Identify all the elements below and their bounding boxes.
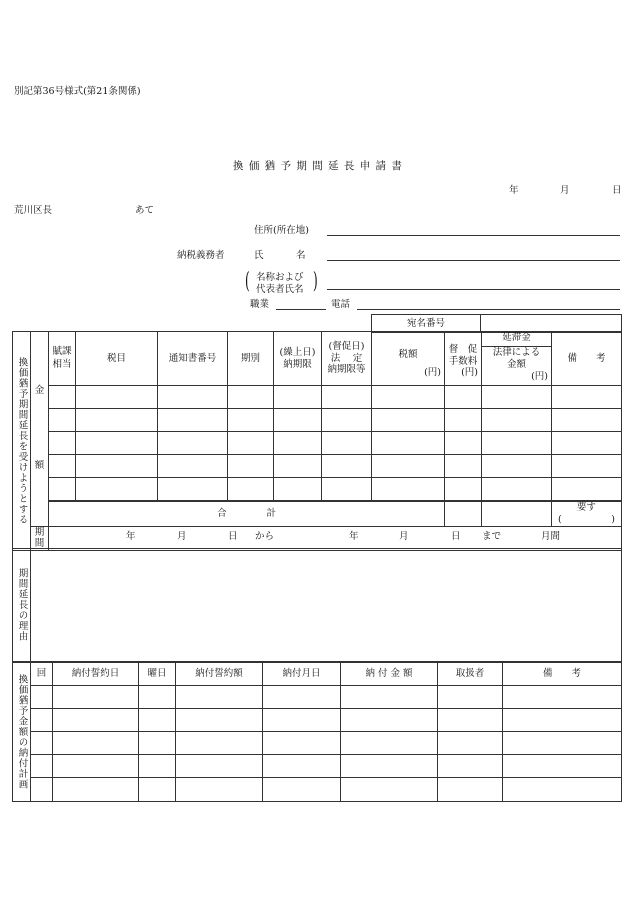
addressee: 荒川区長 — [14, 205, 53, 216]
table-row — [13, 432, 622, 455]
total-delinquency[interactable]: 要す ( ) — [552, 502, 622, 527]
table-row — [13, 455, 622, 478]
plan-section-label: 換価猶予金額の納付計画 — [16, 674, 28, 790]
payment-plan-table — [12, 662, 622, 802]
header-delinquency: 延滞金 法律による 金額 (円) — [482, 332, 552, 386]
header-period: 期別 — [228, 332, 274, 386]
total-row — [13, 502, 622, 527]
total-tax-amount[interactable] — [445, 502, 482, 527]
plan-header-pledge-amount: 納付誓約額 — [176, 663, 263, 686]
address-number-input[interactable] — [481, 315, 622, 333]
reason-label-cell — [13, 549, 31, 662]
representative-field-line[interactable] — [327, 289, 620, 290]
phone-label: 電話 — [331, 299, 351, 310]
tax-table-header-row — [13, 332, 622, 386]
occupation-field-line[interactable] — [276, 309, 326, 310]
addressee-ate: あて — [135, 205, 155, 216]
total-fee[interactable] — [482, 502, 552, 527]
address-number-label: 宛名番号 — [372, 315, 481, 333]
form-number: 別記第36号様式(第21条関係) — [14, 86, 141, 97]
gaku-label: 額 — [34, 460, 45, 472]
reason-input[interactable] — [31, 549, 622, 662]
header-tokusoku-fee: 督 促 手数料 (円) — [445, 332, 482, 386]
plan-header-remarks: 備 考 — [503, 663, 622, 686]
header-tokusoku: (督促日) 法 定 納期限等 — [322, 332, 372, 386]
header-tax-amount: 税額 (円) — [372, 332, 445, 386]
kin-label: 金 — [34, 385, 45, 397]
date-year-label: 年 — [509, 185, 519, 196]
header-notice-number: 通知書番号 — [158, 332, 228, 386]
table-row — [13, 755, 622, 778]
date-day-label: 日 — [612, 185, 622, 196]
rep-label-line1: 名称および — [256, 272, 304, 283]
reason-table — [12, 548, 622, 662]
name-label-mei: 名 — [296, 250, 306, 261]
header-kuriage: (繰上日) 納期限 — [274, 332, 322, 386]
occupation-label: 職業 — [250, 299, 270, 310]
table-row — [13, 686, 622, 709]
tax-amount-table — [12, 331, 622, 551]
plan-section-label-cell — [13, 663, 31, 802]
plan-header-handler: 取扱者 — [438, 663, 503, 686]
document-title: 換 価 猶 予 期 間 延 長 申 請 書 — [233, 160, 403, 172]
name-field-line[interactable] — [327, 260, 620, 261]
total-label: 合 計 — [49, 502, 445, 527]
table-row — [13, 732, 622, 755]
header-remarks: 備 考 — [552, 332, 622, 386]
kingaku-label-cell — [31, 332, 49, 527]
table-row — [13, 386, 622, 409]
rep-bracket-close: ) — [313, 269, 318, 294]
name-label-shi: 氏 — [254, 250, 264, 261]
date-month-label: 月 — [560, 185, 570, 196]
address-field-line[interactable] — [327, 235, 620, 236]
period-field[interactable]: 年 月 日 から 年 月 日 まで 月間 — [49, 526, 622, 550]
plan-header-pledge-date: 納付誓約日 — [53, 663, 139, 686]
phone-field-line[interactable] — [357, 309, 620, 310]
table-row — [13, 778, 622, 802]
address-label: 住所(所在地) — [254, 225, 309, 236]
plan-header-payment-date: 納付月日 — [263, 663, 341, 686]
header-fuka-soto: 賦課相当 — [49, 332, 76, 386]
plan-header-payment-amount: 納 付 金 額 — [341, 663, 438, 686]
table-row — [13, 478, 622, 501]
header-zeimoku: 税目 — [76, 332, 158, 386]
plan-header-row — [13, 663, 622, 686]
tax-section-label-cell — [13, 332, 31, 551]
rep-label-line2: 代表者氏名 — [256, 284, 304, 295]
tax-section-label: 換価猶予期間延長を受けようとする — [16, 356, 28, 525]
table-row — [13, 409, 622, 432]
plan-header-weekday: 曜日 — [139, 663, 176, 686]
taxpayer-label: 納税義務者 — [177, 250, 225, 261]
kikan-label-cell: 期間 — [31, 526, 49, 550]
plan-header-kai: 回 — [31, 663, 53, 686]
period-row — [13, 526, 622, 550]
rep-bracket-open: ( — [245, 269, 250, 294]
table-row — [13, 709, 622, 732]
reason-label: 期間延長の理由 — [16, 568, 28, 642]
